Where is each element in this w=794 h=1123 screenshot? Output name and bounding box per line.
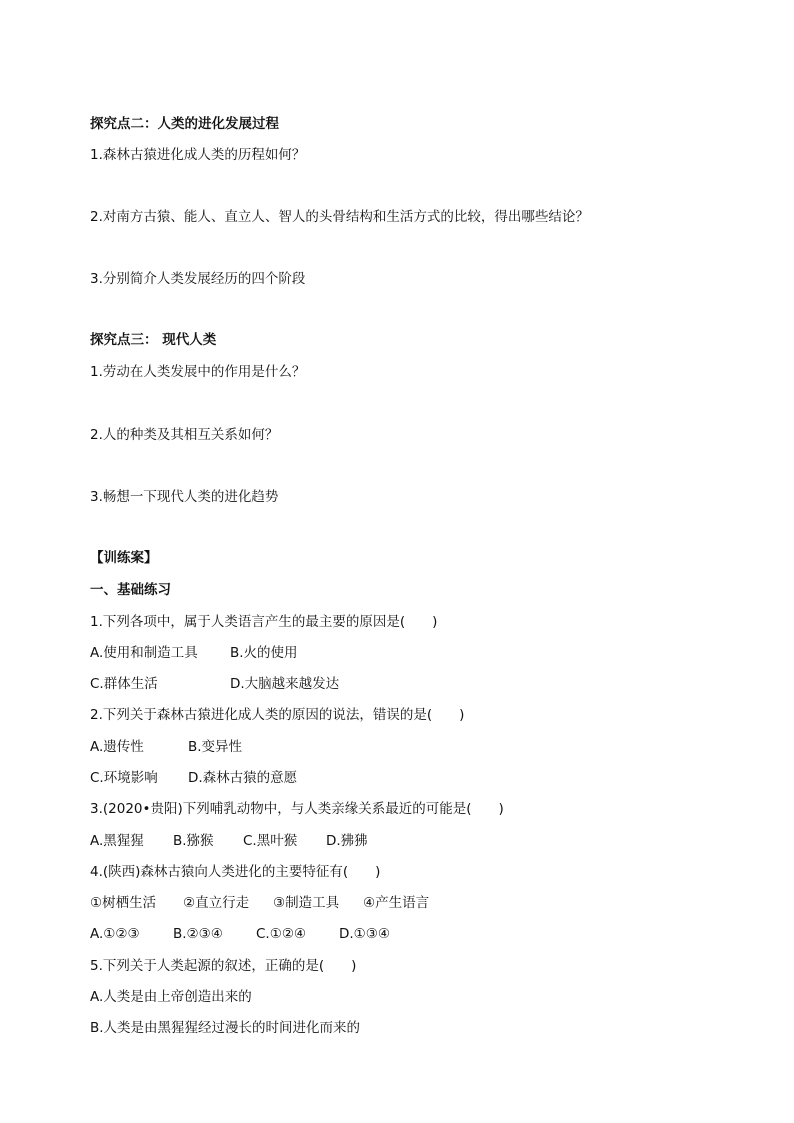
option: B.②③④ xyxy=(173,926,223,942)
statement-item: ④产生语言 xyxy=(363,895,430,911)
question-stem: 2.下列关于森林古猿进化成人类的原因的说法，错误的是( ) xyxy=(90,707,465,723)
option: B.猕猴 xyxy=(173,833,214,849)
option: C.群体生活 xyxy=(90,676,158,692)
options-row xyxy=(90,737,242,757)
options-row xyxy=(90,674,339,694)
section-heading: 探究点三： 现代人类 xyxy=(90,332,217,348)
option: D.①③④ xyxy=(339,926,390,942)
option: D.大脑越来越发达 xyxy=(230,676,340,692)
question: 1.森林古猿进化成人类的历程如何？ xyxy=(90,147,306,163)
question: 3.畅想一下现代人类的进化趋势 xyxy=(90,489,279,505)
question-stem: 3.(2020•贵阳)下列哺乳动物中，与人类亲缘关系最近的可能是( ) xyxy=(90,801,504,817)
question-stem: 1.下列各项中，属于人类语言产生的最主要的原因是( ) xyxy=(90,614,438,630)
training-title: 【训练案】 xyxy=(90,550,158,566)
options-row xyxy=(90,768,297,788)
option: A.①②③ xyxy=(90,926,140,942)
options-row xyxy=(90,924,390,944)
option: D.狒狒 xyxy=(326,833,368,849)
option: B.变异性 xyxy=(188,739,243,755)
option: A.黑猩猩 xyxy=(90,833,144,849)
option: A.遗传性 xyxy=(90,739,144,755)
option: D.森林古猿的意愿 xyxy=(188,770,298,786)
option: C.黑叶猴 xyxy=(243,833,298,849)
option: B.人类是由黑猩猩经过漫长的时间进化而来的 xyxy=(90,1020,361,1036)
statement-items xyxy=(90,893,429,913)
question: 2.对南方古猿、能人、直立人、智人的头骨结构和生活方式的比较，得出哪些结论？ xyxy=(90,209,589,225)
part-heading: 一、基础练习 xyxy=(90,582,171,598)
option: B.火的使用 xyxy=(230,645,298,661)
options-row xyxy=(90,643,298,663)
options-row xyxy=(90,831,368,851)
option: A.人类是由上帝创造出来的 xyxy=(90,989,252,1005)
question: 1.劳动在人类发展中的作用是什么？ xyxy=(90,364,306,380)
statement-item: ③制造工具 xyxy=(273,895,340,911)
option: C.①②④ xyxy=(256,926,307,942)
section-heading: 探究点二：人类的进化发展过程 xyxy=(90,116,279,132)
question-stem: 4.(陕西)森林古猿向人类进化的主要特征有( ) xyxy=(90,864,381,880)
option: C.环境影响 xyxy=(90,770,158,786)
question: 3.分别简介人类发展经历的四个阶段 xyxy=(90,271,306,287)
option: A.使用和制造工具 xyxy=(90,645,198,661)
statement-item: ②直立行走 xyxy=(183,895,250,911)
statement-item: ①树栖生活 xyxy=(90,895,157,911)
question-stem: 5.下列关于人类起源的叙述，正确的是( ) xyxy=(90,958,357,974)
question: 2.人的种类及其相互关系如何？ xyxy=(90,427,279,443)
